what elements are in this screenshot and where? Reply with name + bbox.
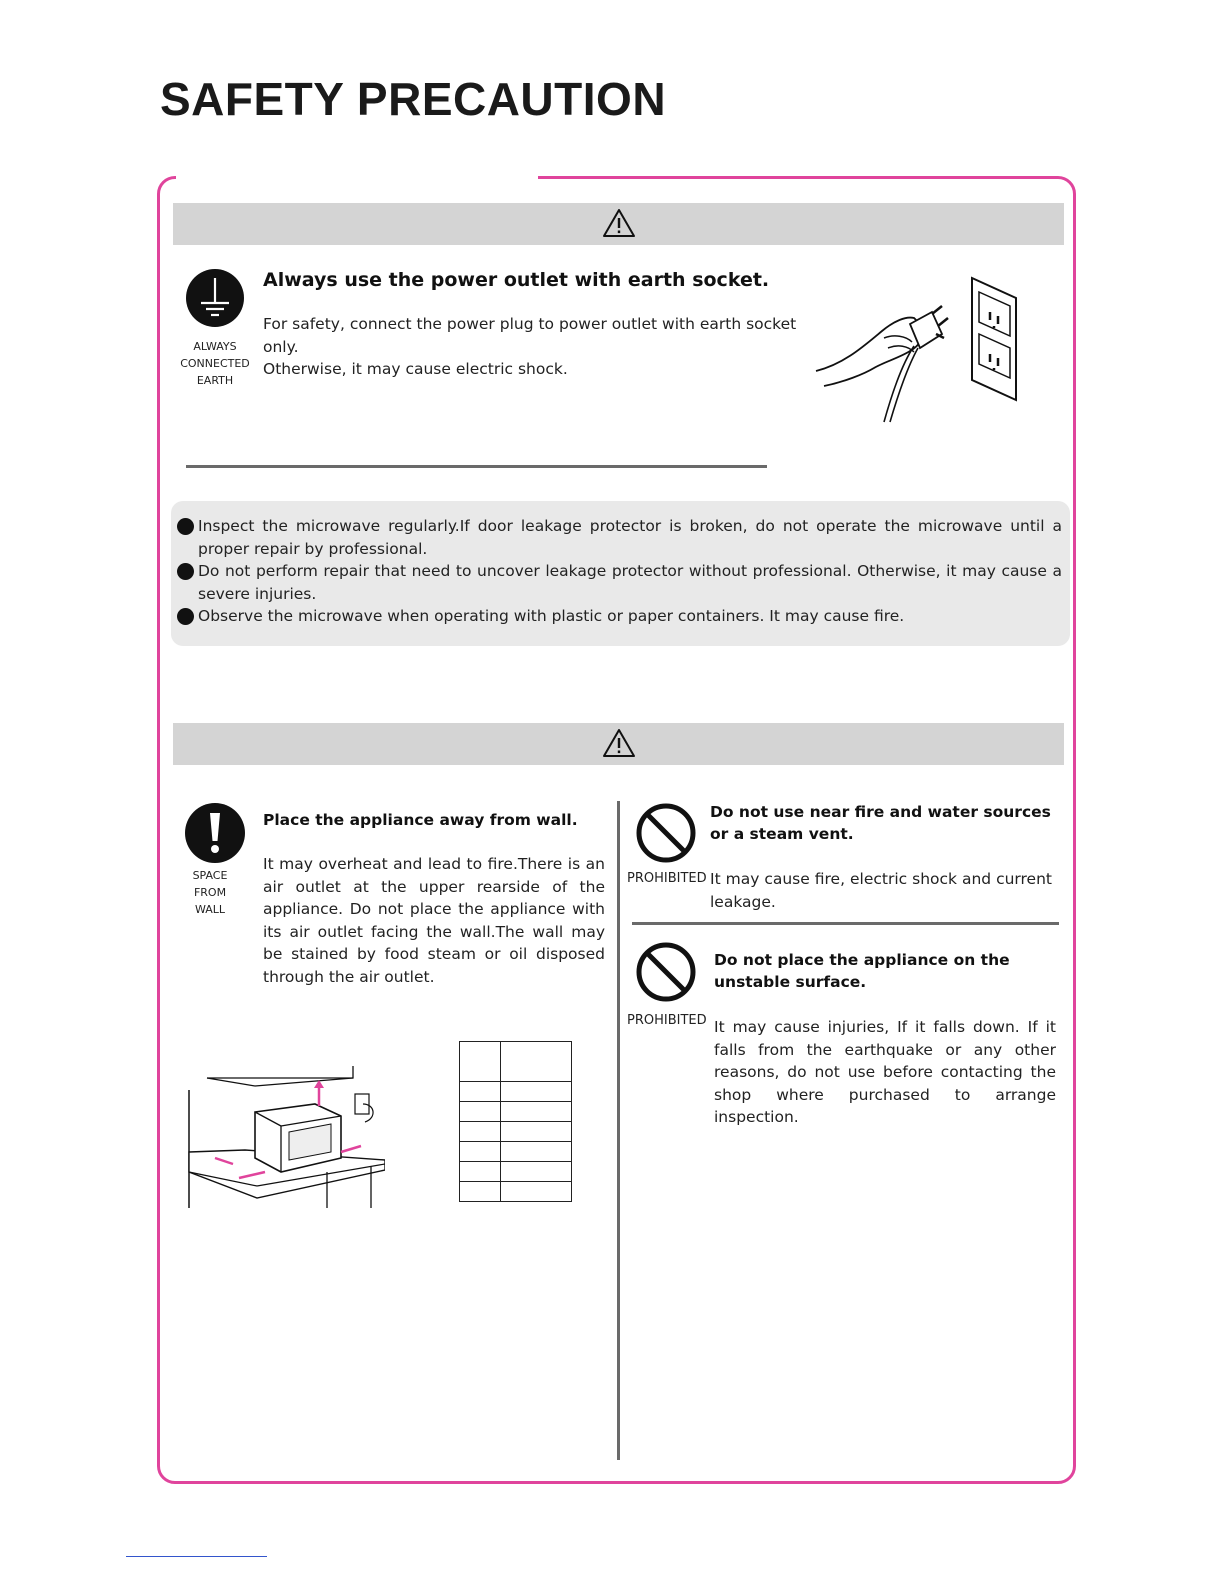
warning-triangle-icon (602, 728, 636, 758)
note-item: Observe the microwave when operating with plastic or paper containers. It may cause fire. (177, 605, 1062, 628)
exclamation-icon (185, 803, 245, 863)
table-cell (501, 1142, 572, 1162)
bullet-icon (177, 608, 194, 625)
bullet-icon (177, 518, 194, 535)
wall-heading: Place the appliance away from wall. (263, 811, 578, 829)
clearance-table (459, 1041, 572, 1202)
earth-icon-caption: ALWAYS CONNECTED EARTH (180, 340, 250, 387)
warning-band-2 (173, 723, 1064, 765)
space-icon-caption: SPACE FROM WALL (192, 869, 228, 916)
table-cell (501, 1042, 572, 1082)
prohibited-caption: PROHIBITED (627, 1013, 707, 1028)
table-cell (460, 1042, 501, 1082)
table-cell (460, 1102, 501, 1122)
earth-heading: Always use the power outlet with earth socket. (263, 269, 770, 291)
earth-ground-icon (186, 269, 244, 327)
note-item: Do not perform repair that need to uncover leakage protector without professional. Otherwise, it may cause a severe injuries. (177, 560, 1062, 605)
item-divider (632, 922, 1059, 925)
wall-body: It may overheat and lead to fire.There is an air outlet at the upper rearside of the appliance. Do not place the appliance with its air outlet facing the wall.The wall may be stained by food steam or oil disposed through the air outlet. (263, 855, 605, 986)
bullet-icon (177, 563, 194, 580)
page-title: SAFETY PRECAUTION (160, 73, 667, 125)
table-cell (460, 1082, 501, 1102)
section-divider (186, 465, 767, 468)
table-cell (501, 1162, 572, 1182)
table-cell (501, 1082, 572, 1102)
table-cell (460, 1162, 501, 1182)
table-cell (501, 1182, 572, 1202)
table-cell (501, 1102, 572, 1122)
unstable-surface-body: It may cause injuries, If it falls down. If it falls from the earthquake or any other reasons, do not use before contacting the shop where purchased to arrange inspection. (714, 1018, 1056, 1126)
warning-triangle-icon (602, 208, 636, 238)
prohibited-caption: PROHIBITED (627, 871, 707, 886)
column-divider (617, 801, 620, 1460)
warning-band-1 (173, 203, 1064, 245)
footer-underline (126, 1555, 267, 1557)
fire-water-heading: Do not use near fire and water sources or a steam vent. (710, 803, 1051, 843)
table-cell (460, 1122, 501, 1142)
prohibited-icon (636, 803, 696, 863)
table-cell (501, 1122, 572, 1142)
plug-and-outlet-illustration (814, 276, 1024, 426)
earth-body: For safety, connect the power plug to power outlet with earth socket only. Otherwise, it may cause electric shock. (263, 315, 797, 378)
prohibited-icon (636, 942, 696, 1002)
table-cell (460, 1182, 501, 1202)
table-cell (460, 1142, 501, 1162)
appliance-clearance-illustration (185, 1060, 385, 1210)
fire-water-body: It may cause fire, electric shock and current leakage. (710, 870, 1052, 911)
unstable-surface-heading: Do not place the appliance on the unstable surface. (714, 951, 1010, 991)
note-item: Inspect the microwave regularly.If door leakage protector is broken, do not operate the microwave until a proper repair by professional. (177, 515, 1062, 560)
